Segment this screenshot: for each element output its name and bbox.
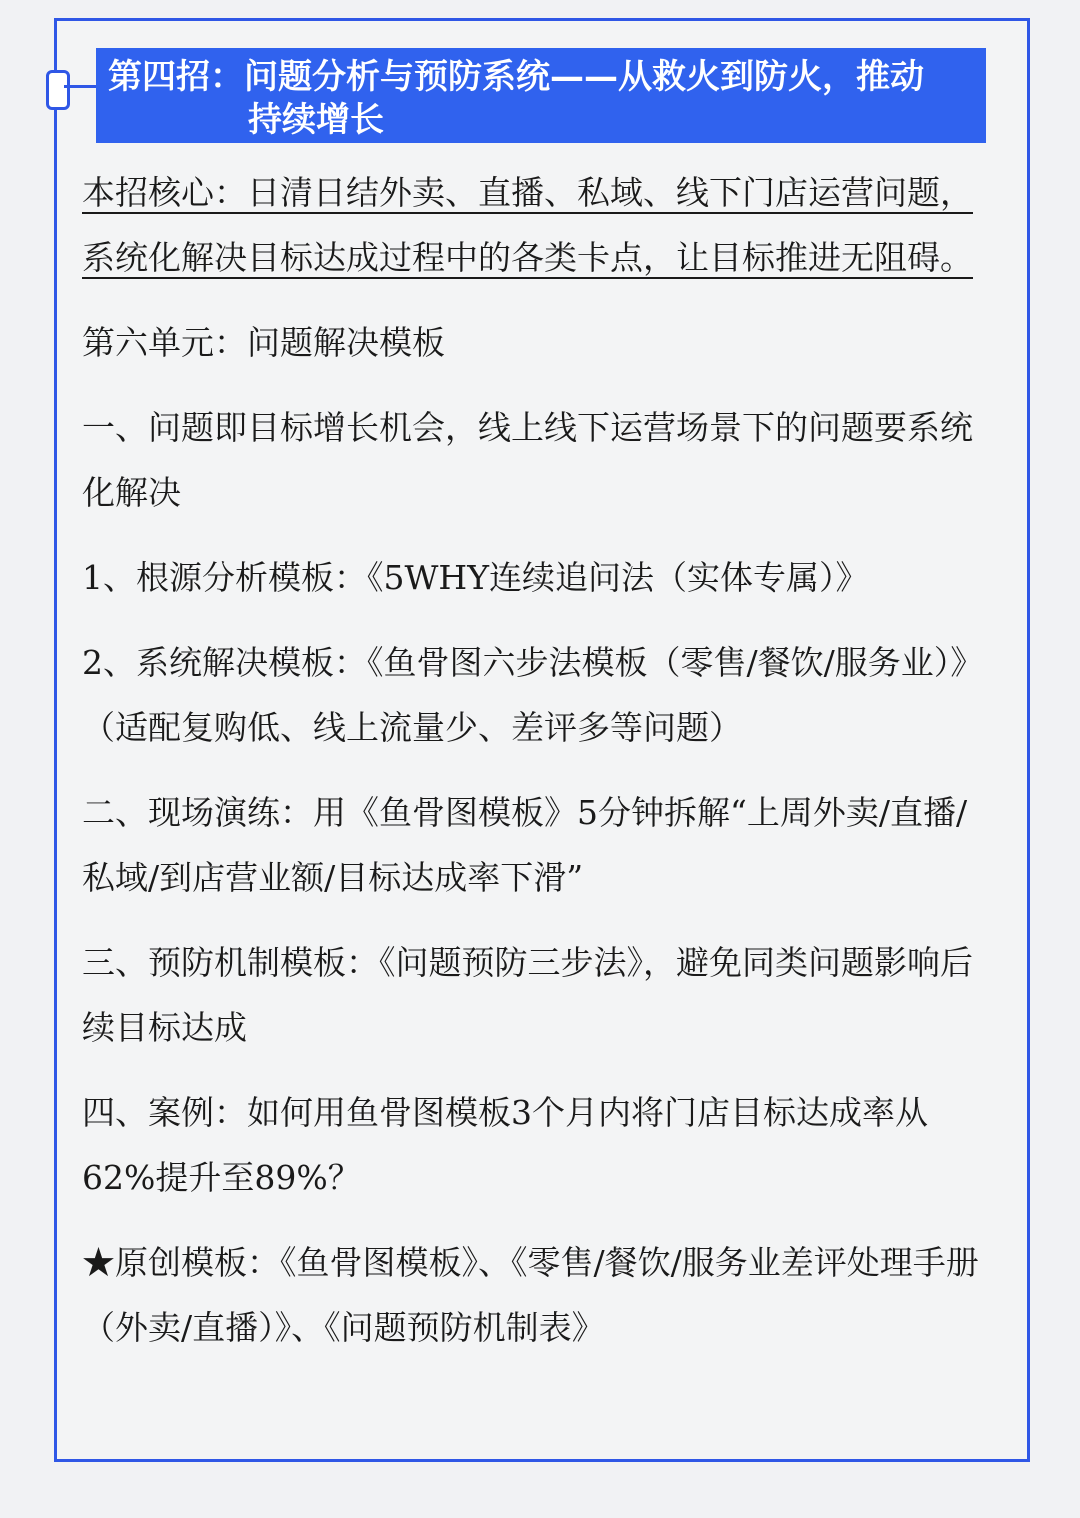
section-three: 三、预防机制模板：《问题预防三步法》，避免同类问题影响后续目标达成 xyxy=(82,943,973,1047)
article-body xyxy=(82,160,992,1380)
unit-heading: 第六单元：问题解决模板 xyxy=(82,323,445,362)
title-line-2: 持续增长 xyxy=(248,100,384,140)
page-title xyxy=(108,56,972,142)
section-four: 四、案例：如何用鱼骨图模板3个月内将门店目标达成率从62%提升至89%？ xyxy=(82,1093,928,1197)
original-templates: ★原创模板：《鱼骨图模板》、《零售/餐饮/服务业差评处理手册（外卖/直播）》、《问题预防机制表》 xyxy=(82,1243,979,1347)
frame-bracket-ornament xyxy=(46,70,70,110)
item-root-cause-template: 1、根源分析模板：《5WHY连续追问法（实体专属）》 xyxy=(82,558,869,597)
section-two: 二、现场演练：用《鱼骨图模板》5分钟拆解“上周外卖/直播/私域/到店营业额/目标达成率下滑” xyxy=(82,793,968,897)
section-one: 一、问题即目标增长机会，线上线下运营场景下的问题要系统化解决 xyxy=(82,408,973,512)
title-line-1: 第四招：问题分析与预防系统——从救火到防火，推动 xyxy=(108,57,924,97)
item-system-solution-template: 2、系统解决模板：《鱼骨图六步法模板（零售/餐饮/服务业）》（适配复购低、线上流量少、差评多等问题） xyxy=(82,643,984,747)
title-banner xyxy=(96,48,986,143)
bracket-connector xyxy=(64,85,96,88)
core-summary: 本招核心：日清日结外卖、直播、私域、线下门店运营问题，系统化解决目标达成过程中的各类卡点，让目标推进无阻碍。 xyxy=(82,173,973,277)
